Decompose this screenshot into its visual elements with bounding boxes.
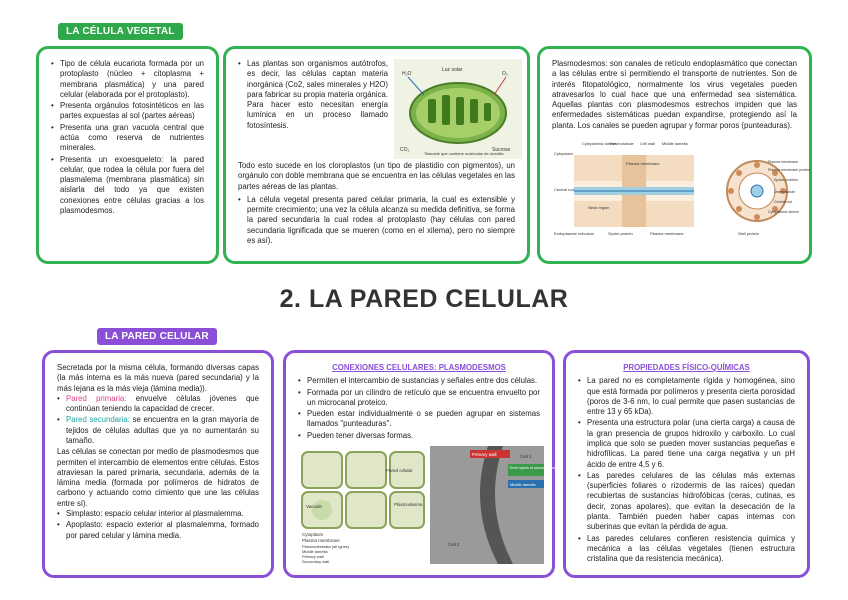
section-tag-pared-celular: LA PARED CELULAR xyxy=(97,328,217,345)
fig-label-central-rod: Central rod xyxy=(554,186,574,192)
cell-wall-figure xyxy=(298,446,558,564)
card-celula-vegetal-features xyxy=(36,46,219,264)
fig-label-primary-wall: Primary wall xyxy=(472,451,497,457)
plasmodesmos-paragraph-2: Las células se conectan por medio de plasmodesmos que permiten el intercambio de elementos entre células. Estos atraviesan la pared primaria, secundaria, además de la lámina media (formada por polímeros de hidratos de carbono y actuando como cimiento que une las células entre sí). xyxy=(57,447,259,508)
autotrofos-list xyxy=(238,59,388,159)
pared-types-list xyxy=(57,394,259,446)
propiedades-list xyxy=(578,376,795,564)
fig-label-pm-bottom: Plasma membrane xyxy=(650,230,684,236)
propiedades-title: PROPIEDADES FÍSICO-QUÍMICAS xyxy=(623,363,750,372)
section-title-pared-celular: 2. LA PARED CELULAR xyxy=(279,285,569,313)
card-pared-celular-capas xyxy=(42,350,274,578)
fig-label-right-rod: Central rod xyxy=(774,199,792,204)
fig-label-pared-celular: Pared celular xyxy=(386,467,413,473)
fig-o2-label: O₂ xyxy=(502,71,508,77)
fig-label-sleeve: Cytoplasmic sleeve xyxy=(582,140,617,146)
list-item: • Las paredes celulares de las células más externas (superficies foliares o rizodermis de las raíces) quedan recubiertas de sustancias hidrofóbicas (ceras, cutinas, es decir, zonas apolares), que evitan la desecación de la planta. También pueden haber capas internas con suberinas que evitan la pérdida de agua. xyxy=(578,471,795,533)
fig-label-er: Endoplasmic reticulum xyxy=(554,230,595,236)
list-item: • Pueden tener diversas formas. xyxy=(298,431,540,441)
plasmodesma-structure-figure xyxy=(552,135,811,243)
card-conexiones-celulares xyxy=(283,350,558,578)
pared-primaria-label: Pared primaria: xyxy=(66,393,127,403)
list-item: • Las paredes celulares confieren resistencia química y mecánica a las células vegetales (tienen estructura cristalina que da resistencia mecánica). xyxy=(578,534,795,565)
espacios-list xyxy=(57,509,259,541)
fig-label-list-2: Primary wall xyxy=(302,553,324,559)
fig-label-plasma-membrane: Plasma membrane xyxy=(626,160,660,166)
card-propiedades xyxy=(563,350,810,578)
fig-label-right-sleeve: Cytoplasmic sleeve xyxy=(768,209,799,214)
fig-label-desmotubule: Desmotubule xyxy=(610,140,634,146)
plasmodesmos-paragraph: Plasmodesmos: son canales de retículo endoplasmático que conectan a las células entre sí permitiendo el transporte de nutrientes. Son de interés fitopatológico, normalmente los virus vegetales pueden atravesarlos lo cual hace que una enfermedad sea sistemática. Aquellas plantas con plasmodesmos estrechos impiden que las enfermedades sistemáticas puedan expandirse, protegiendo así la planta. Los canales se pueden agrupar y formar poros (punteaduras). xyxy=(552,59,797,130)
fig-label-right-pmp: Plasma membrane protein xyxy=(768,167,811,172)
fig-label-middle-lamella: Middle lamella xyxy=(662,140,688,146)
fig-label-cell1: Cell 1 xyxy=(520,453,532,459)
fig-label-vacuole: Vacuole xyxy=(306,503,322,509)
fig-label-list-0: Plasmodesmata (all types) xyxy=(302,543,350,549)
fig-caption: Tilacoide que contiene moléculas de clorofila xyxy=(424,151,504,156)
fig-label-right-desmotubule: Desmotubule xyxy=(774,189,796,194)
fig-label-list-3: Secondary wall xyxy=(302,558,330,564)
fig-label-cytoplasm: Cytoplasm xyxy=(554,150,573,156)
list-item: • Presenta orgánulos fotosintéticos en las partes expuestas al sol (partes aéreas) xyxy=(51,101,204,122)
fig-co2-label: CO₂ xyxy=(400,147,410,153)
fig-label-plasma-membrane-2: Plasma membrane xyxy=(302,537,340,543)
pared-secundaria-label: Pared secundaria: xyxy=(66,415,130,425)
pared-list xyxy=(238,195,515,246)
list-item: • Pueden estar individualmente o se pueden agrupar en sistemas llamados "punteaduras". xyxy=(298,409,540,430)
pared-secundaria-text: se encuentra en la gran mayoría de tejidos de células adultas que ya no aumentarán su tamaño. xyxy=(66,415,260,445)
list-item-secundaria xyxy=(57,415,259,446)
fig-label-spoke: Spoke protein xyxy=(608,230,633,236)
list-item: • Tipo de célula eucariota formada por un protoplasto (núcleo + citoplasma + membrana plasmática) y una pared celular (elaborada por el protoplasto). xyxy=(51,59,204,100)
conexiones-list xyxy=(298,376,540,441)
list-item: • Permiten el intercambio de sustancias y señales entre dos células. xyxy=(298,376,540,386)
list-item: • Formada por un cilindro de retículo que se encuentra envuelto por un microcanal proteico. xyxy=(298,388,540,409)
fig-label-right-spokes: Spoke proteins xyxy=(774,177,798,182)
card-plasmodesmos xyxy=(537,46,812,264)
fig-label-cytoplasm-2: Cytoplasm xyxy=(302,531,324,537)
fig-light-label: Luz solar xyxy=(442,67,463,73)
cloroplastos-paragraph: Todo esto sucede en los cloroplastos (un tipo de plastidio con pigmentos), un orgánulo con doble membrana que se encuentra en las células vegetales en las partes aéreas de las plantas. xyxy=(238,161,515,191)
list-item: • Simplasto: espacio celular interior al plasmalemma. xyxy=(57,509,259,519)
list-item: • Las plantas son organismos autótrofos, es decir, las células captan materia inorgánica (Co2, sales minerales y H2O) para fabricar su propia materia orgánica. Para hacer esto necesitan energía lumínica en un proceso llamado fotosíntesis. xyxy=(238,59,388,131)
fig-label-three-layers: Three layers of secondary wall xyxy=(509,465,558,470)
chloroplast-figure xyxy=(394,59,522,159)
feature-list xyxy=(51,59,204,216)
fig-label-list-1: Middle lamella xyxy=(302,548,328,554)
list-item: • Apoplasto: espacio exterior al plasmalemma, formado por pared celular y lámina media. xyxy=(57,520,259,541)
fig-label-cell2: Cell 2 xyxy=(448,541,460,547)
pared-primaria-text: envuelve células jóvenes que continúan teniendo la capacidad de crecer. xyxy=(66,393,259,414)
fig-label-right-pm: Plasma membrane xyxy=(768,159,799,164)
fig-label-plasmodesma: Plasmodesma xyxy=(394,501,423,507)
list-item: • La pared no es completamente rígida y homogénea, sino que está formada por polímeros y presenta cierta porosidad (poros de 3-6 nm, lo cual permite que pasen sustancias de entre 13 y 65 kDa). xyxy=(578,376,795,417)
card-autotrofos xyxy=(223,46,530,264)
conexiones-title: CONEXIONES CELULARES: PLASMODESMOS xyxy=(332,363,506,372)
list-item: • Presenta una estructura polar (una cierta carga) a causa de la gran presencia de grupos hidroxilo y carboxilo. Lo cual implica que solo se pueden mover sustancias pequeñas e hidrofílicas. La pared tiene una carga negativa y un pH ácido de entre 4,5 y 6. xyxy=(578,418,795,469)
fig-sucrose-label: Sucrose xyxy=(492,147,511,153)
fig-h2o-label: H₂O xyxy=(402,71,412,77)
pared-intro: Secretada por la misma célula, formando diversas capas (la más interna es la más nueva (pared secundaria) y la más lejana es la más vieja (lámina media)). xyxy=(57,363,259,393)
list-item-primaria xyxy=(57,394,259,415)
list-item: • La célula vegetal presenta pared celular primaria, la cual es extensible y permite crecimiento; una vez la célula alcanza su medida definitiva, se forma la pared secundaria la cual rodea al protoplasto (hay células con pared secundaria lignificada que se mueren (como en el xilema), pero no siempre es así). xyxy=(238,195,515,246)
fig-label-wall-protein: Wall protein xyxy=(738,230,759,236)
list-item: • Presenta un exoesqueleto: la pared celular, que rodea la célula por fuera del plasmalema (membrana plasmática) sin aislarla del todo ya que existen conexiones entre células gracias a los plasmodesmos. xyxy=(51,155,204,217)
list-item: • Presenta una gran vacuola central que actúa como reserva de nutrientes minerales. xyxy=(51,123,204,154)
fig-label-neck: Neck region xyxy=(588,204,610,210)
section-tag-celula-vegetal: LA CÉLULA VEGETAL xyxy=(58,23,183,40)
fig-label-cell-wall: Cell wall xyxy=(640,140,655,146)
fig-label-middle-lamella: Middle lamella xyxy=(510,481,536,487)
